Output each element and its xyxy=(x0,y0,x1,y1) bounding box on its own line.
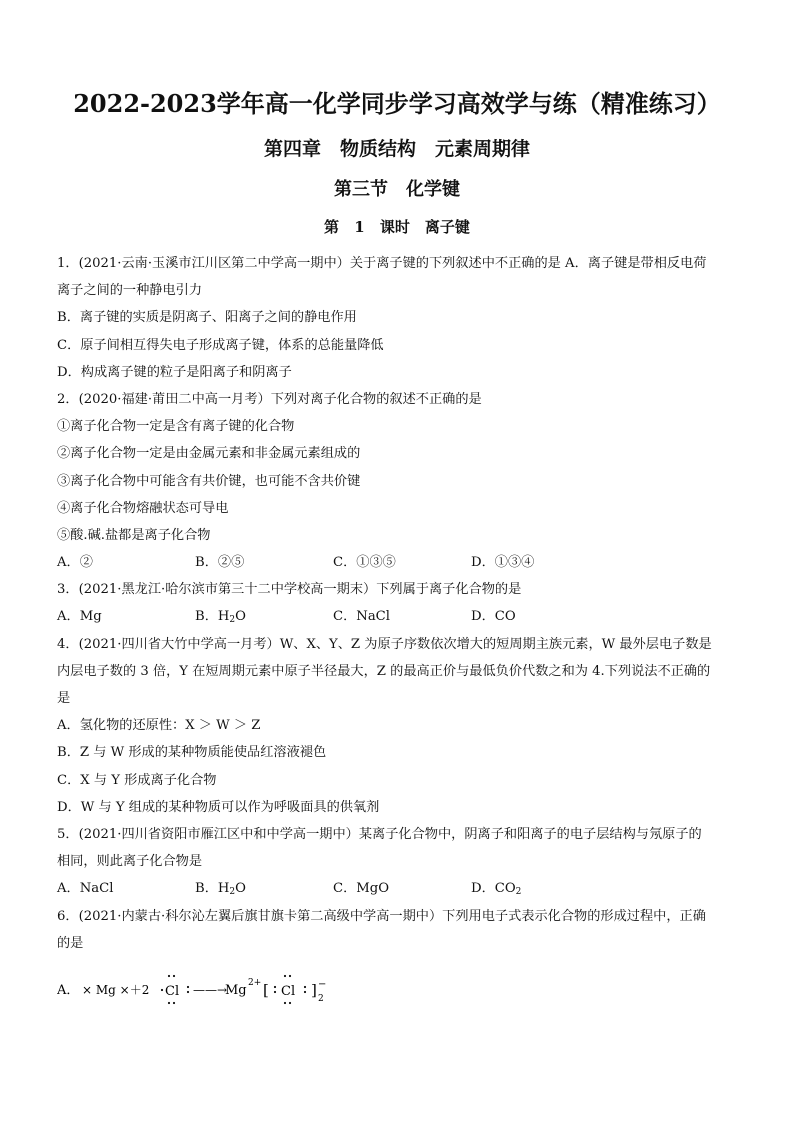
q5-option-b-text: B．H xyxy=(195,881,230,897)
q4-option-d: D．W 与 Y 组成的某种物质可以作为呼吸面具的供氧剂 xyxy=(57,799,380,815)
q2-statement-2: ②离子化合物一定是由金属元素和非金属元素组成的 xyxy=(57,446,361,462)
q4-option-b: B．Z 与 W 形成的某种物质能使品红溶液褪色 xyxy=(57,745,327,761)
q5-option-c: C．MgO xyxy=(333,881,390,897)
q3-option-b-text: B．H xyxy=(195,609,230,625)
mg-ion: Mg xyxy=(225,983,247,998)
q3-option-c: C．NaCl xyxy=(333,609,390,625)
q4-option-a: A．氢化物的还原性：X ＞ W ＞ Z xyxy=(57,718,261,734)
cl-atom-dots xyxy=(161,975,189,1004)
q2-statement-4: ④离子化合物熔融状态可导电 xyxy=(57,500,229,516)
q2-option-b: B．②⑤ xyxy=(195,555,245,571)
q4-stem-line-2: 内层电子数的 3 倍，Y 在短周期元素中原子半径最大，Z 的最高正价与最低负价代数之和为 4.下列说法不正确的 xyxy=(57,663,711,679)
q5-stem-line-2: 相同，则此离子化合物是 xyxy=(57,854,203,870)
chloride-ion-bracket xyxy=(263,975,326,1004)
q4-stem-line-3: 是 xyxy=(57,691,71,706)
mg-ion-charge: 2+ xyxy=(248,978,262,988)
q1-stem-line-1: 1．(2021·云南·玉溪市江川区第二中学高一期中）关于离子键的下列叙述中不正确的是 A．离子键是带相反电荷 xyxy=(57,256,707,271)
q3-options xyxy=(57,603,747,630)
q5-option-d-subscript: 2 xyxy=(515,887,522,898)
cl-symbol: Cl xyxy=(165,984,180,999)
q5-option-b-subscript: 2 xyxy=(229,887,236,898)
q5-options xyxy=(57,875,747,902)
q3-option-d: D．CO xyxy=(471,609,516,625)
q1-option-c: C．原子间相互得失电子形成离子键，体系的总能量降低 xyxy=(57,337,384,353)
q6-option-a-label: A． xyxy=(57,983,80,998)
q2-option-d: D．①③④ xyxy=(471,555,535,571)
q5-stem-line-1: 5．(2021·四川省资阳市雁江区中和中学高一期中）某离子化合物中，阴离子和阳离子的电子层结构与氖原子的 xyxy=(57,826,702,842)
q5-option-b xyxy=(195,875,333,902)
electron-formula-equation xyxy=(57,968,457,1008)
q1-option-b: B．离子键的实质是阴离子、阳离子之间的静电作用 xyxy=(57,310,357,326)
close-bracket: ] xyxy=(311,981,317,999)
mg-atom-dots: × Mg ×＋2 xyxy=(82,983,150,997)
chloride-charge: − xyxy=(318,979,327,990)
q1-option-d: D．构成离子键的粒子是阳离子和阴离子 xyxy=(57,364,292,380)
q2-option-c: C．①③⑤ xyxy=(333,555,396,571)
open-bracket: [ xyxy=(263,981,269,999)
q5-option-d-text: D．CO xyxy=(471,881,516,897)
lesson-heading: 第 1 课时 离子键 xyxy=(324,218,470,236)
q2-stem: 2．(2020·福建·莆田二中高一月考）下列对离子化合物的叙述不正确的是 xyxy=(57,391,482,407)
q4-option-c: C．X 与 Y 形成离子化合物 xyxy=(57,772,217,788)
q6-stem-line-1: 6．(2021·内蒙古·科尔沁左翼后旗甘旗卡第二高级中学高一期中）下列用电子式表示化合物的形成过程中，正确 xyxy=(57,908,706,924)
q3-option-b-subscript: 2 xyxy=(229,615,236,626)
chloride-symbol: Cl xyxy=(281,984,296,999)
chloride-subscript: 2 xyxy=(318,994,324,1004)
q1-stem-line-2: 离子之间的一种静电引力 xyxy=(57,283,203,299)
document-title: 2022-2023学年高一化学同步学习高效学与练（精准练习） xyxy=(73,89,721,118)
q5-option-d xyxy=(471,875,609,902)
section-heading: 第三节 化学键 xyxy=(334,179,460,200)
q2-statement-1: ①离子化合物一定是含有离子键的化合物 xyxy=(57,419,295,435)
q4-stem-line-1: 4．(2021·四川省大竹中学高一月考）W、X、Y、Z 为原子序数依次增大的短周期主族元素，W 最外层电子数是 xyxy=(57,636,712,652)
q3-option-b-tail: O xyxy=(235,609,246,625)
q2-statement-3: ③离子化合物中可能含有共价键，也可能不含共价键 xyxy=(57,473,361,489)
q3-stem: 3．(2021·黑龙江·哈尔滨市第三十二中学校高一期末）下列属于离子化合物的是 xyxy=(57,582,522,598)
q2-options xyxy=(57,549,747,576)
q2-option-a: A．② xyxy=(57,555,93,571)
reaction-arrow: ——→ xyxy=(193,983,228,997)
q3-option-a: A．Mg xyxy=(57,609,102,625)
q5-option-b-tail: O xyxy=(235,881,246,897)
chapter-heading: 第四章 物质结构 元素周期律 xyxy=(263,138,530,160)
q6-stem-line-2: 的是 xyxy=(57,935,84,951)
q3-option-b xyxy=(195,603,333,630)
q2-statement-5: ⑤酸.碱.盐都是离子化合物 xyxy=(57,527,211,543)
question-list xyxy=(57,250,747,957)
q5-option-a: A．NaCl xyxy=(57,881,114,897)
